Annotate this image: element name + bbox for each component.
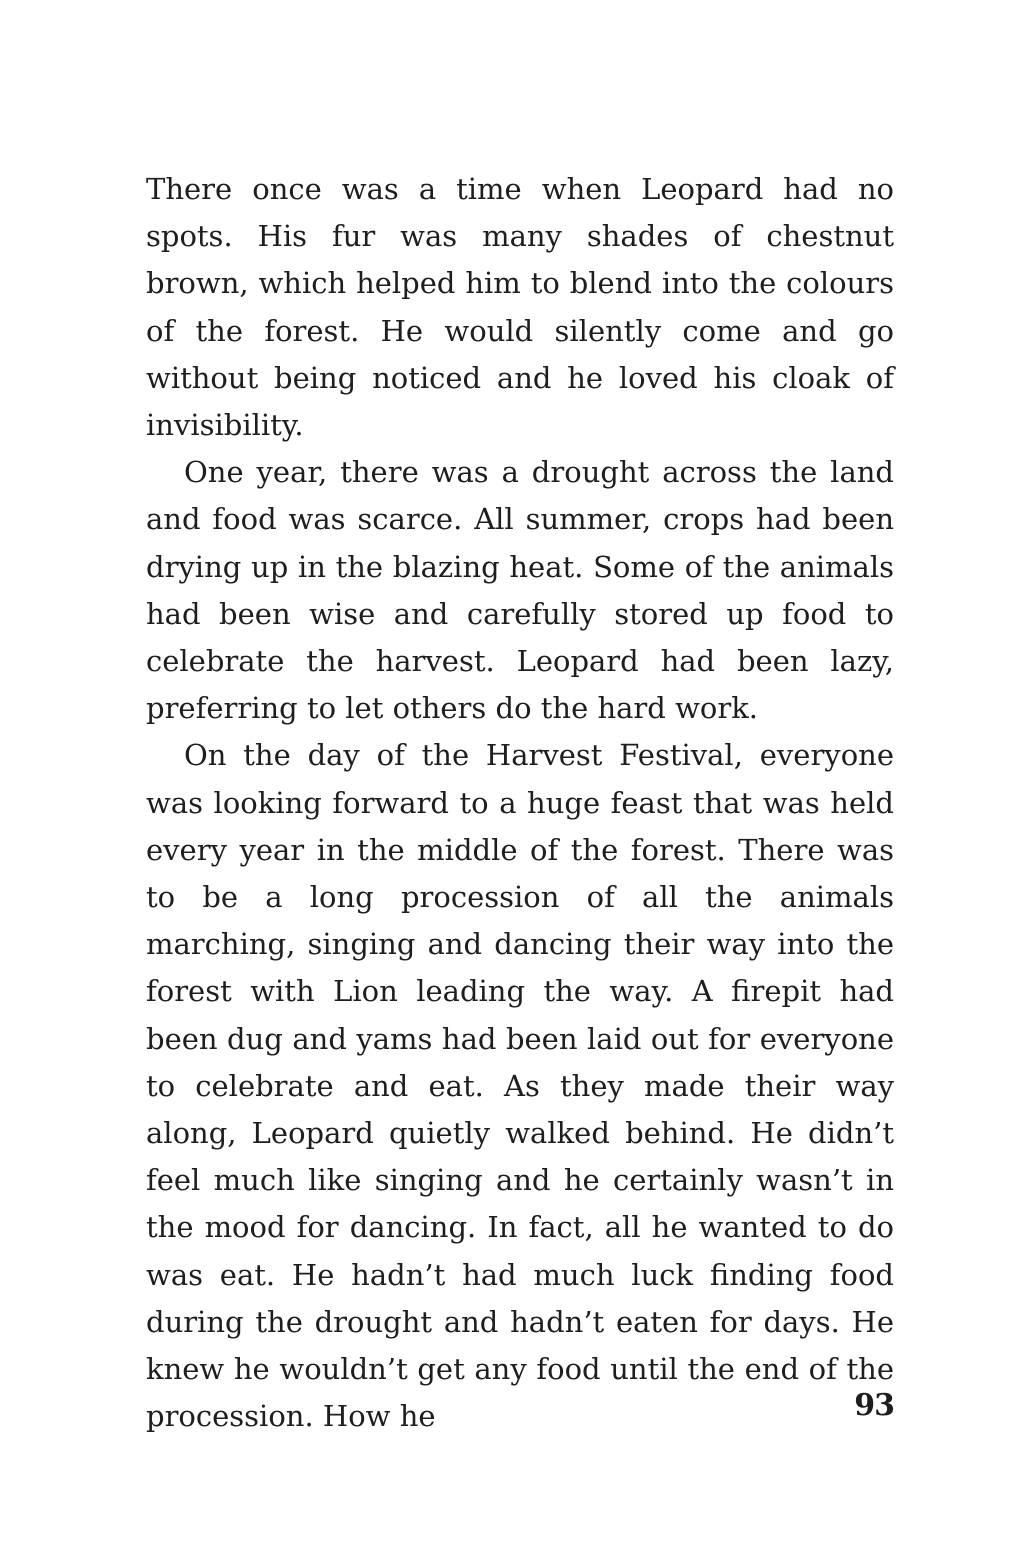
paragraph: One year, there was a drought across the land and food was scarce. All summer, crops had been drying up in the blazing heat. Some of the animals had been wise and carefully stored up food to celebrate the harvest. Leopard had been lazy, preferring to let others do the hard work. xyxy=(146,455,894,726)
paragraph: On the day of the Harvest Festival, everyone was looking forward to a huge feast that was held every year in the middle of the forest. There was to be a long procession of all the animals marching, singing and dancing their way into the forest with Lion leading the way. A firepit had been dug and yams had been laid out for everyone to celebrate and eat. As they made their way along, Leopard quietly walked behind. He didn’t feel much like singing and he certainly wasn’t in the mood for dancing. In fact, all he wanted to do was eat. He hadn’t had much luck finding food during the drought and hadn’t eaten for days. He knew he wouldn’t get any food until the end of the procession. How he xyxy=(146,738,894,1434)
paragraph: There once was a time when Leopard had no spots. His fur was many shades of chestnut brown, which helped him to blend into the colours of the forest. He would silently come and go without being noticed and he loved his cloak of invisibility. xyxy=(146,172,894,443)
page-number: 93 xyxy=(854,1388,894,1423)
body-text xyxy=(146,166,894,1440)
